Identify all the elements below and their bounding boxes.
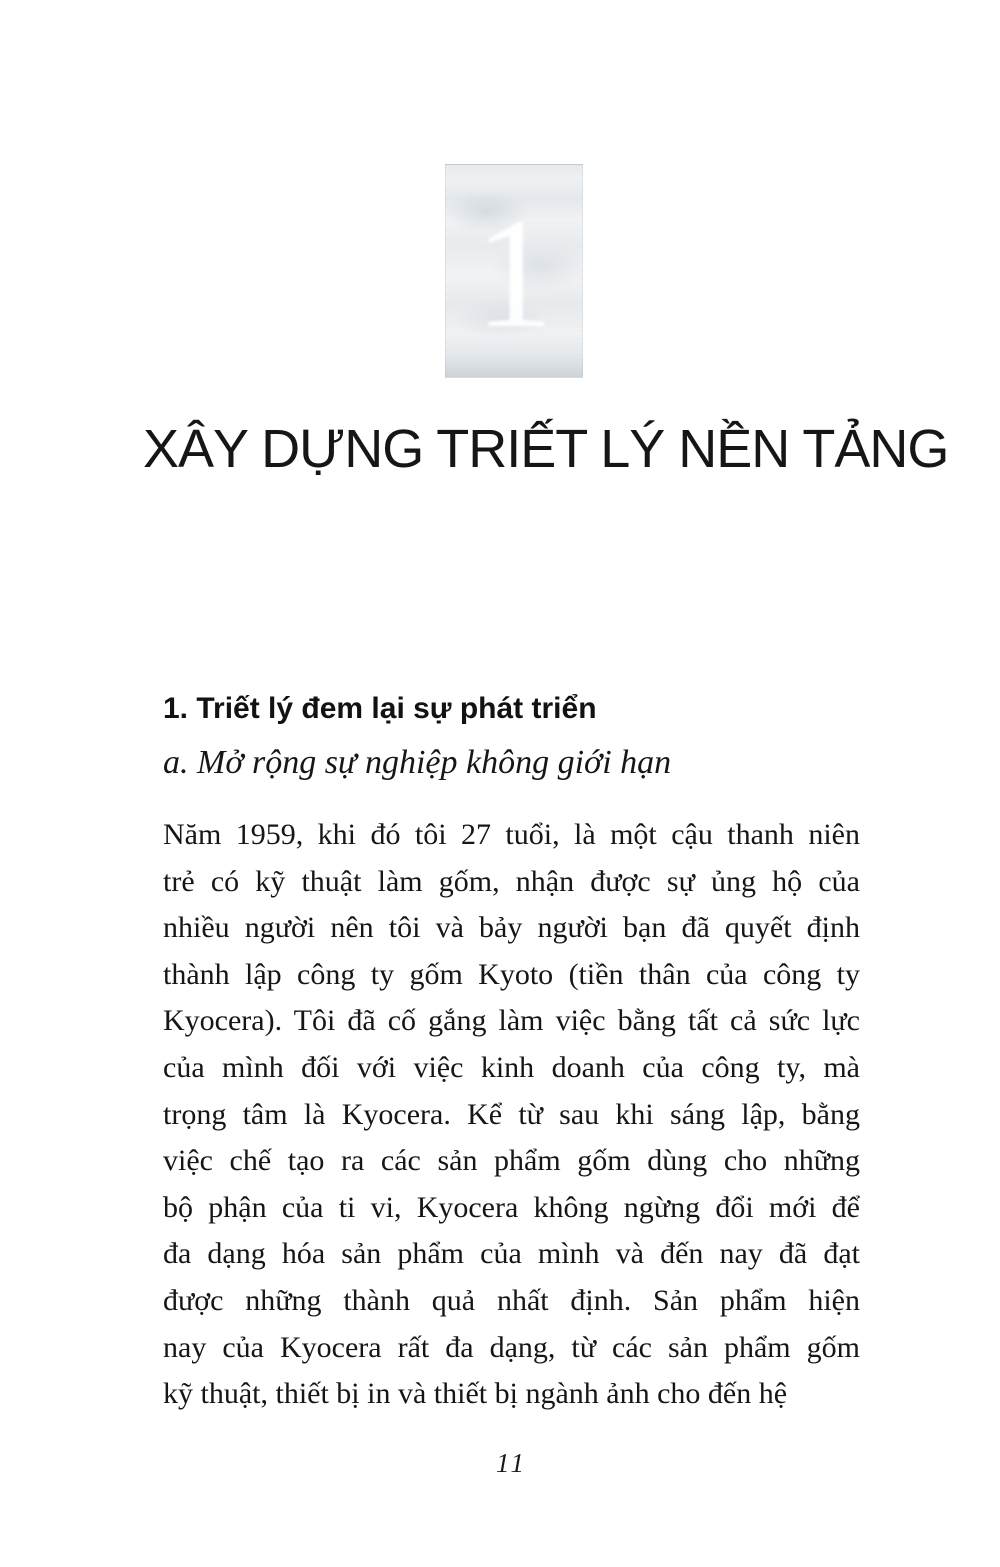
body-line: của mình đối với việc kinh doanh của công ty, mà (163, 1050, 860, 1084)
body-line: bộ phận của ti vi, Kyocera không ngừng đổi mới để (163, 1190, 860, 1224)
section-heading: 1. Triết lý đem lại sự phát triển (163, 692, 597, 725)
body-line: trọng tâm là Kyocera. Kể từ sau khi sáng lập, bằng (163, 1097, 860, 1131)
chapter-number: 1 (474, 186, 554, 361)
body-line: được những thành quả nhất định. Sản phẩm hiện (163, 1283, 860, 1317)
subsection-heading: a. Mở rộng sự nghiệp không giới hạn (163, 744, 672, 781)
body-line: trẻ có kỹ thuật làm gốm, nhận được sự ủng hộ của (163, 864, 860, 898)
chapter-title: XÂY DỰNG TRIẾT LÝ NỀN TẢNG (143, 419, 949, 479)
page-number: 11 (496, 1448, 527, 1478)
chapter-number-block (445, 164, 583, 378)
body-line: kỹ thuật, thiết bị in và thiết bị ngành ảnh cho đến hệ (163, 1377, 788, 1411)
body-line: nay của Kyocera rất đa dạng, từ các sản phẩm gốm (163, 1330, 860, 1364)
body-line: Kyocera). Tôi đã cố gắng làm việc bằng tất cả sức lực (163, 1004, 860, 1038)
body-line: thành lập công ty gốm Kyoto (tiền thân của công ty (163, 957, 860, 991)
body-paragraph (163, 812, 860, 1418)
body-line: nhiều người nên tôi và bảy người bạn đã quyết định (163, 911, 860, 945)
body-line: việc chế tạo ra các sản phẩm gốm dùng cho những (163, 1144, 860, 1178)
body-line: đa dạng hóa sản phẩm của mình và đến nay đã đạt (163, 1237, 860, 1271)
body-line: Năm 1959, khi đó tôi 27 tuổi, là một cậu thanh niên (163, 818, 860, 851)
